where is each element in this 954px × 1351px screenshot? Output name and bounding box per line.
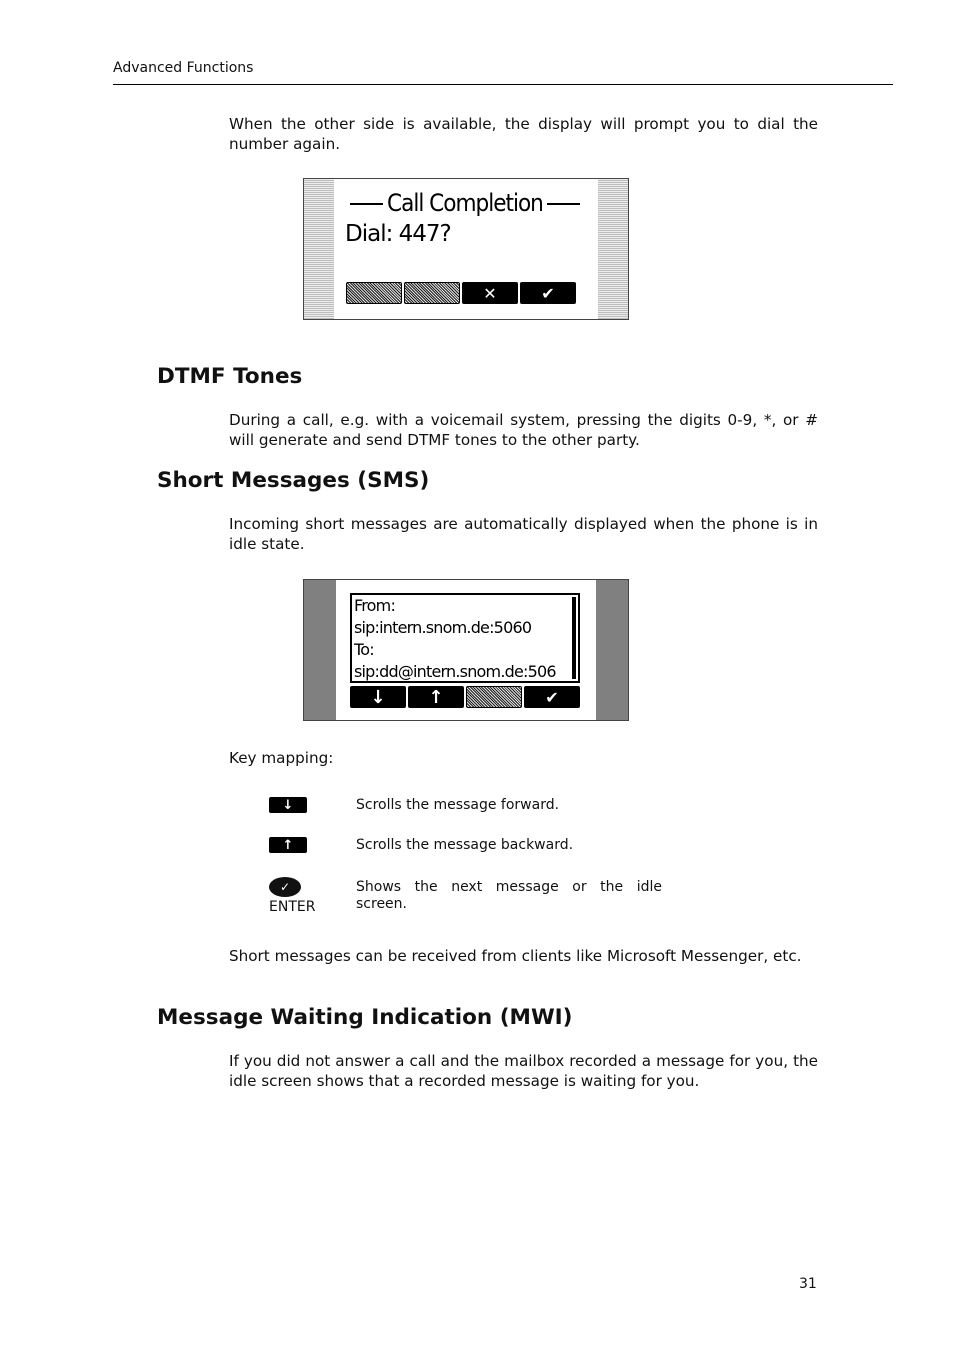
sms-paragraph: Incoming short messages are automatically displayed when the phone is in idle state.	[229, 515, 818, 553]
arrow-up-icon: ↑	[428, 686, 444, 708]
sms-screen	[303, 579, 629, 721]
key-desc-backward: Scrolls the message backward.	[356, 837, 574, 853]
arrow-down-icon: ↓	[370, 686, 386, 708]
softkey-blank-2[interactable]	[404, 282, 460, 304]
softkey-blank[interactable]	[466, 686, 522, 708]
key-desc-enter: Shows the next message or the idle screen.	[356, 879, 662, 912]
header-rule	[113, 84, 893, 85]
running-header: Advanced Functions	[113, 60, 254, 76]
title-dash-right	[547, 203, 580, 205]
screen-right-hatch	[598, 179, 628, 319]
softkey-next[interactable]	[524, 686, 580, 708]
heading-mwi: Message Waiting Indication (MWI)	[157, 1005, 573, 1030]
check-icon: ✔	[545, 687, 559, 707]
sms-clients-paragraph: Short messages can be received from clients like Microsoft Messenger, etc.	[229, 947, 802, 965]
heading-short-messages: Short Messages (SMS)	[157, 468, 430, 493]
softkey-confirm[interactable]	[520, 282, 576, 304]
screen-left-hatch	[304, 179, 334, 319]
screen-right-side	[596, 580, 628, 720]
lcd-title-row	[346, 189, 584, 217]
heading-dtmf-tones: DTMF Tones	[157, 364, 303, 389]
lcd-title: Call Completion	[387, 189, 543, 217]
key-mapping-label: Key mapping:	[229, 749, 334, 767]
key-desc-forward: Scrolls the message forward.	[356, 797, 560, 813]
arrow-down-icon: ↓	[269, 797, 307, 813]
msg-line-from-value: sip:intern.snom.de:5060	[354, 618, 532, 637]
softkey-cancel[interactable]	[462, 282, 518, 304]
arrow-up-icon: ↑	[269, 837, 307, 853]
mwi-paragraph: If you did not answer a call and the mailbox recorded a message for you, the idle screen shows that a recorded message is waiting for you.	[229, 1052, 818, 1090]
title-dash-left	[350, 203, 383, 205]
msg-line-to-label: To:	[354, 640, 374, 659]
check-icon: ✔	[541, 283, 555, 303]
softkey-scroll-up[interactable]	[408, 686, 464, 708]
message-scrollbar[interactable]	[572, 597, 576, 679]
lcd-dial-line: Dial: 447?	[345, 221, 451, 247]
screen-left-side	[304, 580, 336, 720]
softkey-blank-1[interactable]	[346, 282, 402, 304]
intro-paragraph: When the other side is available, the display will prompt you to dial the number again.	[229, 115, 818, 153]
enter-key-label: ENTER	[269, 899, 316, 915]
enter-key-icon: ✓	[269, 877, 301, 897]
softkey-scroll-down[interactable]	[350, 686, 406, 708]
page-number: 31	[799, 1276, 817, 1292]
dtmf-paragraph: During a call, e.g. with a voicemail system, pressing the digits 0-9, *, or # will generate and send DTMF tones to the other party.	[229, 411, 818, 449]
msg-line-to-value: sip:dd@intern.snom.de:506	[354, 662, 556, 681]
msg-line-from-label: From:	[354, 596, 396, 615]
cross-icon: ✕	[483, 283, 497, 303]
call-completion-screen	[303, 178, 629, 320]
message-box	[350, 593, 580, 683]
